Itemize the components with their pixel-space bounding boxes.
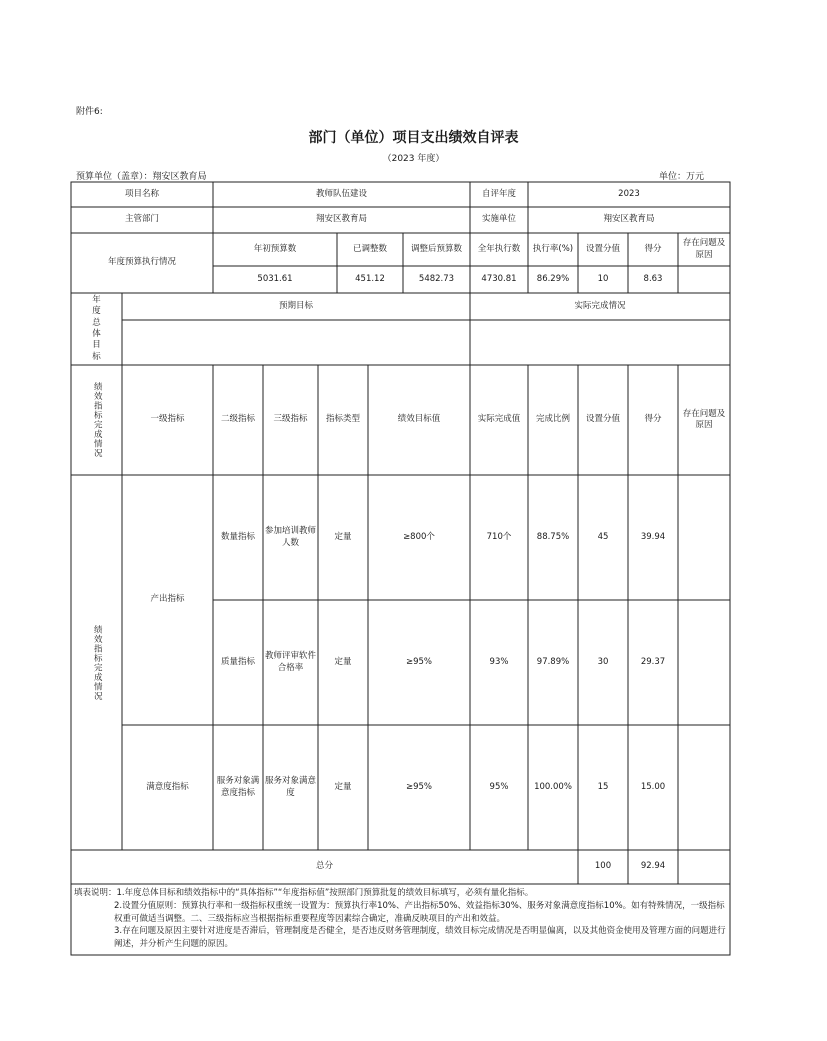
row-issue	[678, 600, 730, 725]
budget-value: 86.29%	[536, 273, 570, 284]
indicator-section-label	[71, 365, 122, 475]
page-title: 部门（单位）项目支出绩效自评表	[308, 130, 519, 146]
indicator-col-header: 存在问题及原因	[682, 408, 726, 430]
budget-col-header: 已调整数	[352, 243, 387, 254]
goal-label	[71, 293, 122, 365]
budget-col-header: 设置分值	[585, 243, 620, 254]
indicator-col-header: 完成比例	[535, 414, 570, 425]
row-actual: 95%	[489, 781, 509, 792]
row-score: 29.37	[640, 656, 666, 667]
total-label: 总分	[315, 861, 333, 872]
budget-value: 5482.73	[418, 273, 455, 284]
expected-goal-value	[122, 320, 470, 365]
year-note: （2023 年度）	[382, 154, 445, 164]
row-score: 15.00	[640, 781, 666, 792]
indicator-col-header: 二级指标	[220, 414, 255, 425]
row-weight: 15	[597, 781, 609, 792]
row-l2: 服务对象满意度指标	[216, 776, 260, 798]
budget-value: 451.12	[355, 273, 385, 284]
row-type: 定量	[334, 781, 352, 792]
indicator-col-header: 实际完成值	[477, 414, 521, 425]
row-type: 定量	[334, 531, 352, 542]
indicator-col-header: 设置分值	[585, 414, 620, 425]
indicator-body-section-label	[71, 475, 122, 850]
actual-goal-value	[470, 320, 730, 365]
row-l3: 教师评审软件合格率	[265, 651, 317, 673]
note-line: 2.设置分值原则：预算执行率和一级指标权重统一设置为：预算执行率10%、产出指标50%、效益指标30%、服务对象满意度指标10%。如有特殊情况，一级指标权重可做适当调整。二、三级指标应当根据指标重要程度等因素综合确定，准确反映项目的产出和效益。	[114, 900, 725, 924]
budget-unit: 预算单位（盖章）：翔安区教育局	[76, 172, 207, 182]
total-score: 92.94	[640, 861, 666, 872]
expected-goal-label: 预期目标	[278, 300, 313, 311]
indicator-col-header: 得分	[644, 414, 662, 425]
row-issue	[678, 725, 730, 850]
budget-value: 8.63	[643, 273, 663, 284]
dept-value: 翔安区教育局	[315, 214, 367, 225]
level1-output: 产出指标	[150, 594, 185, 605]
row-ratio: 100.00%	[534, 781, 572, 792]
budget-col-header: 存在问题及原因	[682, 238, 726, 260]
budget-value	[678, 266, 730, 293]
row-weight: 45	[597, 531, 609, 542]
row-l3: 参加培训教师人数	[265, 526, 317, 548]
budget-col-header: 年初预算数	[253, 243, 297, 254]
indicator-col-header: 一级指标	[150, 414, 185, 425]
budget-col-header: 全年执行数	[477, 243, 521, 254]
row-target: ≥95%	[405, 656, 432, 667]
budget-col-header: 执行率(%)	[532, 243, 574, 254]
row-l3: 服务对象满意度	[265, 776, 317, 798]
row-l2: 数量指标	[220, 531, 255, 542]
indicator-col-header: 指标类型	[325, 414, 360, 425]
currency-unit: 单位：万元	[658, 172, 704, 182]
budget-value: 4730.81	[481, 273, 517, 284]
budget-label: 年度预算执行情况	[107, 257, 176, 268]
project-name-label: 项目名称	[124, 188, 159, 199]
indicator-section-text: 绩效指标完成情况	[92, 382, 103, 458]
eval-year-value: 2023	[618, 188, 640, 199]
row-issue	[678, 475, 730, 600]
note-line: 填表说明：1.年度总体目标和绩效指标中的“具体指标”“年度指标值”按照部门预算批复的绩效目标填写，必须有量化指标。	[74, 888, 534, 898]
project-name-value: 教师队伍建设	[315, 188, 367, 199]
fill-instructions	[74, 887, 728, 951]
indicator-col-header: 三级指标	[273, 414, 308, 425]
impl-unit-value: 翔安区教育局	[603, 214, 655, 225]
dept-label: 主管部门	[124, 214, 159, 225]
budget-value: 10	[597, 273, 609, 284]
indicator-body-section-text: 绩效指标完成情况	[92, 624, 103, 701]
impl-unit-label: 实施单位	[481, 214, 516, 225]
actual-goal-label: 实际完成情况	[574, 300, 626, 311]
row-actual: 93%	[489, 656, 509, 667]
goal-label-text: 年度总体目标	[92, 294, 101, 362]
row-target: ≥800个	[403, 531, 435, 542]
level1-satisfaction: 满意度指标	[146, 781, 189, 792]
row-weight: 30	[597, 656, 609, 667]
eval-year-label: 自评年度	[481, 188, 516, 199]
row-target: ≥95%	[405, 781, 432, 792]
row-score: 39.94	[640, 531, 666, 542]
row-ratio: 97.89%	[536, 656, 570, 667]
row-type: 定量	[334, 656, 352, 667]
total-weight: 100	[594, 861, 612, 872]
row-l2: 质量指标	[220, 656, 255, 667]
budget-col-header: 得分	[644, 243, 662, 254]
note-line: 3.存在问题及原因主要针对进度是否滞后，管理制度是否健全，是否违反财务管理制度，绩效目标完成情况是否明显偏离，以及其他资金使用及管理方面的问题进行阐述，并分析产生问题的原因。	[114, 926, 726, 949]
row-actual: 710个	[486, 531, 512, 542]
budget-col-header: 调整后预算数	[410, 243, 462, 254]
row-ratio: 88.75%	[536, 531, 570, 542]
budget-value: 5031.61	[257, 273, 293, 284]
attachment-label: 附件6:	[76, 107, 103, 117]
indicator-col-header: 绩效目标值	[397, 414, 441, 425]
